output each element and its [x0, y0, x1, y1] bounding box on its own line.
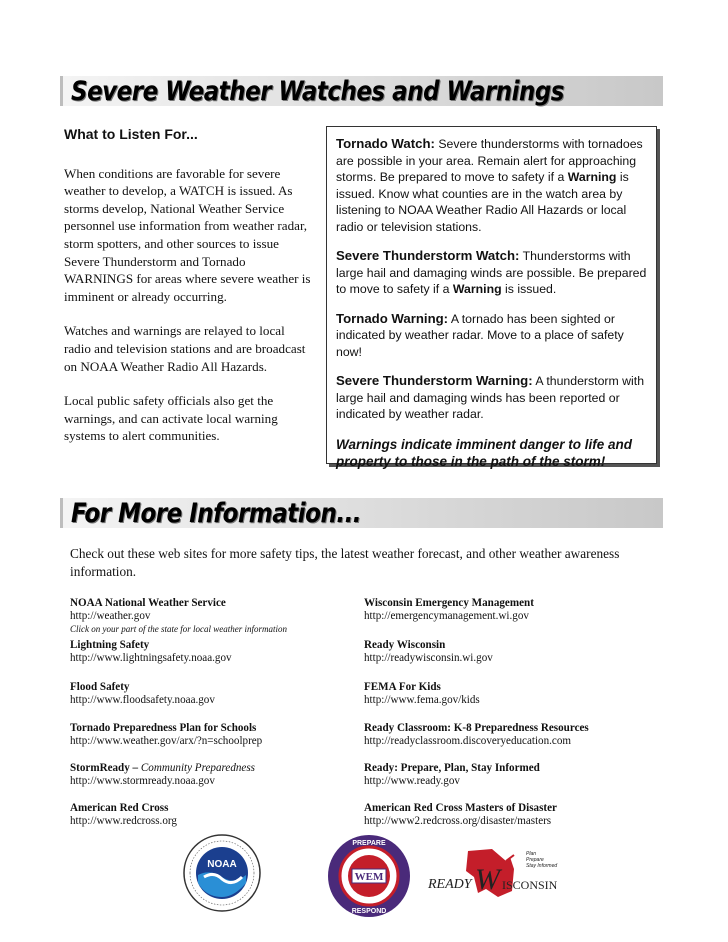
tagline: Plan Prepare Stay Informed: [526, 851, 558, 869]
intro-text: Check out these web sites for more safety tips, the latest weather forecast, and other weather awareness information.: [70, 546, 620, 579]
paragraph: Watches and warnings are relayed to local radio and television stations and are broadcast on NOAA Weather Radio All Hazards.: [64, 323, 306, 374]
link-title: Wisconsin Emergency Management: [364, 597, 534, 609]
closing-statement: Warnings indicate imminent danger to life and property to those in the path of the storm!: [336, 436, 633, 469]
section-title: For More Information...: [71, 499, 362, 529]
ready-wisconsin-logo: [428, 847, 558, 907]
link-url[interactable]: http://emergencymanagement.wi.gov: [364, 610, 529, 623]
link-item-ready-classroom[interactable]: [364, 722, 644, 749]
section-banner-more-info: [60, 498, 663, 528]
link-title: Ready Classroom: K-8 Preparedness Resources: [364, 722, 589, 734]
link-item-ready-wi[interactable]: [364, 639, 644, 666]
term: Tornado Watch:: [336, 136, 435, 151]
term: Tornado Warning:: [336, 310, 449, 326]
link-title: StormReady – Community Preparedness: [70, 762, 255, 774]
link-url[interactable]: http://www.ready.gov: [364, 775, 460, 788]
link-item-red-cross-masters[interactable]: [364, 802, 644, 829]
thunderstorm-warning-definition: Severe Thunderstorm Warning: A thunderstorm with large hail and damaging winds has been reported or indicated by weather radar.: [336, 373, 645, 421]
link-url[interactable]: http://www.fema.gov/kids: [364, 694, 480, 707]
paragraph: Local public safety officials also get the warnings, and can activate local warning systems to alert communities.: [64, 393, 278, 444]
link-item-ready-gov[interactable]: [364, 762, 644, 789]
definitions-box: [326, 126, 657, 469]
link-title: Ready Wisconsin: [364, 639, 446, 651]
link-title: American Red Cross: [70, 802, 169, 814]
wem-logo-text: WEM: [354, 871, 384, 883]
wisconsin-text: ISCONSIN: [502, 878, 558, 892]
wem-seal-logo: [326, 833, 412, 919]
section-title: Severe Weather Watches and Warnings: [71, 77, 564, 107]
link-url[interactable]: http://readywisconsin.wi.gov: [364, 652, 493, 665]
link-note: Click on your part of the state for local weather information: [70, 623, 287, 634]
link-url[interactable]: http://readyclassroom.discoveryeducation.com: [364, 735, 572, 748]
link-title: Flood Safety: [70, 681, 130, 693]
link-url[interactable]: http://www2.redcross.org/disaster/masters: [364, 815, 552, 828]
tornado-warning-definition: Tornado Warning: A tornado has been sighted or indicated by weather radar. Move to a place of safety now!: [336, 310, 624, 359]
link-title: Ready: Prepare, Plan, Stay Informed: [364, 762, 540, 774]
noaa-logo: [182, 833, 262, 913]
link-title: American Red Cross Masters of Disaster: [364, 802, 557, 814]
link-title: Tornado Preparedness Plan for Schools: [70, 722, 257, 734]
link-item-lightning[interactable]: [70, 639, 350, 666]
wem-bottom-text: RESPOND: [351, 908, 387, 915]
link-url[interactable]: http://www.weather.gov/arx/?n=schoolprep: [70, 735, 263, 748]
link-item-stormready[interactable]: [70, 762, 350, 789]
section-heading: What to Listen For...: [64, 126, 198, 142]
link-item-flood[interactable]: [70, 681, 350, 708]
tornado-watch-definition: Tornado Watch: Severe thunderstorms with tornadoes are possible in your area. Remain alert for approaching storms. Be prepared to move to safety if a Warning is issued. Know what counties are in the watch area by listening to NOAA Weather Radio All Hazards or local radio or television stations.: [336, 136, 643, 234]
section-banner-watches: [60, 76, 663, 106]
link-url[interactable]: http://www.floodsafety.noaa.gov: [70, 694, 215, 707]
link-item-noaa[interactable]: [70, 597, 350, 634]
link-title: Lightning Safety: [70, 639, 150, 651]
link-url[interactable]: http://weather.gov: [70, 610, 151, 623]
term: Severe Thunderstorm Warning:: [336, 373, 533, 388]
wem-top-text: PREPARE: [352, 840, 386, 847]
link-url[interactable]: http://www.lightningsafety.noaa.gov: [70, 652, 232, 665]
link-item-fema[interactable]: [364, 681, 644, 708]
wisconsin-w: W: [475, 863, 500, 896]
link-item-wem[interactable]: [364, 597, 644, 624]
link-item-red-cross[interactable]: [70, 802, 350, 829]
ready-text: READY: [428, 877, 472, 892]
link-title: NOAA National Weather Service: [70, 597, 226, 609]
thunderstorm-watch-definition: Severe Thunderstorm Watch: Thunderstorms with large hail and damaging winds are possible. Be prepared to move to safety if a Warning is issued.: [336, 248, 647, 296]
term: Severe Thunderstorm Watch:: [336, 248, 520, 263]
link-item-tornado-plan[interactable]: [70, 722, 350, 749]
left-column: [64, 126, 312, 462]
paragraph: When conditions are favorable for severe weather to develop, a WATCH is issued. As storms develop, National Weather Service personnel use information from weather radar, storm spotters, and other sources to issue Severe Thunderstorm and Tornado WARNINGS for areas where severe weather is imminent or already occurring.: [64, 165, 311, 304]
link-subtitle: Community Preparedness: [140, 762, 255, 774]
link-url[interactable]: http://www.redcross.org: [70, 815, 177, 828]
noaa-logo-text: NOAA: [207, 859, 237, 870]
link-url[interactable]: http://www.stormready.noaa.gov: [70, 775, 215, 788]
link-title: FEMA For Kids: [364, 681, 441, 693]
